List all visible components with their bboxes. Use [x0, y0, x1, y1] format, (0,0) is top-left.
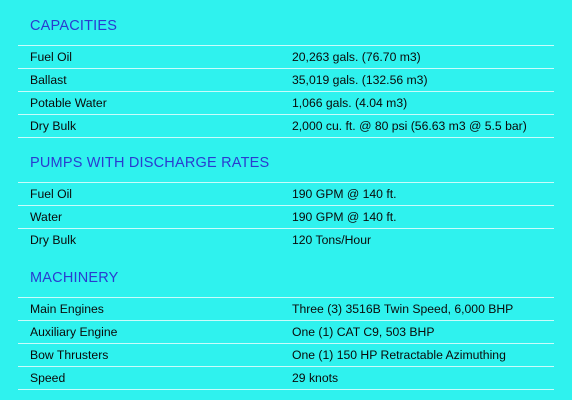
spec-row	[18, 298, 554, 321]
spec-label: Bow Thrusters	[30, 348, 109, 362]
spec-label: Ballast	[30, 73, 67, 87]
spec-label: Dry Bulk	[30, 233, 77, 247]
spec-label: Fuel Oil	[30, 187, 72, 201]
spec-value: 29 knots	[292, 371, 339, 385]
spec-row	[18, 206, 554, 229]
spec-label: Speed	[30, 371, 66, 385]
spec-value: 20,263 gals. (76.70 m3)	[292, 50, 421, 64]
spec-row	[18, 92, 554, 115]
section-title: CAPACITIES	[18, 17, 554, 46]
section-title: PUMPS WITH DISCHARGE RATES	[18, 154, 554, 183]
spec-label: Auxiliary Engine	[30, 325, 118, 339]
spec-label: Potable Water	[30, 96, 107, 110]
spec-value: One (1) 150 HP Retractable Azimuthing	[292, 348, 506, 362]
spec-label: Fuel Oil	[30, 50, 72, 64]
spec-row	[18, 69, 554, 92]
spec-label: Main Engines	[30, 302, 104, 316]
spec-row	[18, 46, 554, 69]
spec-value: 190 GPM @ 140 ft.	[292, 210, 397, 224]
spec-value: 120 Tons/Hour	[292, 233, 372, 247]
section-pumps	[18, 154, 554, 252]
spec-row	[18, 321, 554, 344]
section-machinery	[18, 269, 554, 390]
spec-row	[18, 229, 554, 252]
spec-value: 1,066 gals. (4.04 m3)	[292, 96, 408, 110]
spec-value: 190 GPM @ 140 ft.	[292, 187, 397, 201]
spec-value: One (1) CAT C9, 503 BHP	[292, 325, 435, 339]
spec-label: Water	[30, 210, 63, 224]
spec-row	[18, 115, 554, 138]
spec-row	[18, 183, 554, 206]
section-capacities	[18, 17, 554, 138]
spec-row	[18, 367, 554, 390]
section-title: MACHINERY	[18, 269, 554, 298]
spec-row	[18, 344, 554, 367]
spec-value: 35,019 gals. (132.56 m3)	[292, 73, 428, 87]
spec-value: Three (3) 3516B Twin Speed, 6,000 BHP	[292, 302, 514, 316]
spec-label: Dry Bulk	[30, 119, 77, 133]
spec-value: 2,000 cu. ft. @ 80 psi (56.63 m3 @ 5.5 bar)	[292, 119, 527, 133]
